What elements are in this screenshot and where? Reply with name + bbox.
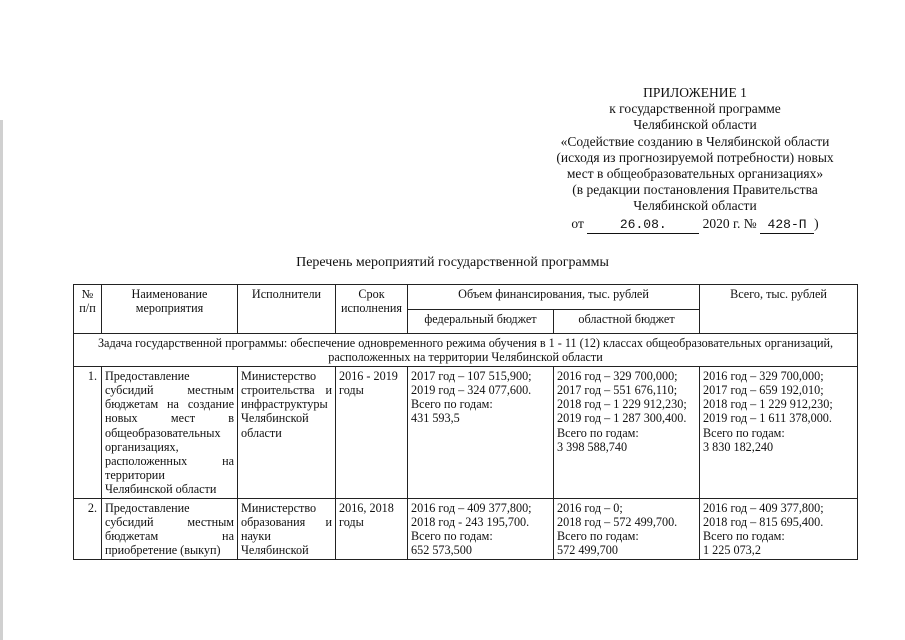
row-federal	[408, 367, 554, 499]
total-line: 2016 год – 329 700,000;	[703, 369, 824, 384]
federal-line: 2017 год – 107 515,900;	[411, 369, 532, 384]
header-funding: Объем финансирования, тыс. рублей	[408, 285, 700, 310]
appendix-line: Челябинской области	[633, 198, 757, 214]
appendix-line: (в редакции постановления Правительства	[572, 182, 818, 198]
total-line: 2016 год – 409 377,800;	[703, 501, 824, 516]
federal-line: Всего по годам:	[411, 529, 493, 544]
row-executors: Министерство образования и науки Челябинской	[238, 499, 336, 560]
regional-line: 2019 год – 1 287 300,400.	[557, 411, 687, 426]
row-num: 1.	[74, 367, 102, 499]
header-executors: Исполнители	[238, 285, 336, 334]
row-executors: Министерство строительства и инфраструктуры Челябинской области	[238, 367, 336, 499]
row-name: Предоставление субсидий местным бюджетам на приобретение (выкуп)	[102, 499, 238, 560]
task-description: Задача государственной программы: обеспечение одновременного режима обучения в 1 - 11 (12) классах общеобразовательных организаций, расположенных на территории Челябинской области	[74, 334, 858, 367]
scan-edge-shadow	[0, 120, 3, 640]
appendix-line: Челябинской области	[633, 117, 757, 133]
appendix-line: (исходя из прогнозируемой потребности) новых	[556, 149, 834, 165]
regional-line: 2017 год – 551 676,110;	[557, 383, 678, 398]
header-federal: федеральный бюджет	[408, 309, 554, 334]
total-line: 2019 год – 1 611 378,000.	[703, 411, 832, 426]
federal-line: Всего по годам:	[411, 397, 493, 412]
close-paren: )	[814, 215, 819, 231]
row-regional	[554, 367, 700, 499]
total-line: Всего по годам:	[703, 425, 785, 440]
row-num: 2.	[74, 499, 102, 560]
regional-line: 2018 год – 572 499,700.	[557, 515, 678, 530]
header-total: Всего, тыс. рублей	[700, 285, 858, 334]
header-num: № п/п	[74, 285, 102, 334]
federal-line: 2016 год – 409 377,800;	[411, 501, 532, 516]
regional-line: 2018 год – 1 229 912,230;	[557, 397, 687, 412]
appendix-title: ПРИЛОЖЕНИЕ 1	[643, 85, 747, 100]
appendix-line: «Содействие созданию в Челябинской области	[560, 133, 830, 149]
appendix-line: к государственной программе	[609, 101, 781, 117]
regional-line: 2016 год – 0;	[557, 501, 623, 516]
row-total	[700, 367, 858, 499]
federal-line: 652 573,500	[411, 543, 472, 558]
header-name: Наименование мероприятия	[102, 285, 238, 334]
resolution-date: 26.08.	[587, 217, 699, 234]
total-line: 3 830 182,240	[703, 439, 774, 454]
appendix-header	[520, 85, 870, 234]
header-row	[74, 285, 858, 310]
task-row	[74, 334, 858, 367]
appendix-line: мест в общеобразовательных организациях»	[566, 166, 824, 182]
row-term: 2016, 2018 годы	[336, 499, 408, 560]
total-line: 2018 год – 815 695,400.	[703, 515, 824, 530]
resolution-number: 428-П	[760, 217, 814, 234]
total-line: 1 225 073,2	[703, 543, 761, 558]
header-term: Срок исполнения	[336, 285, 408, 334]
row-total	[700, 499, 858, 560]
row-regional	[554, 499, 700, 560]
row-name: Предоставление субсидий местным бюджетам на создание новых мест в общеобразовательных организациях, расположенных на территории Челябинской области	[102, 367, 238, 499]
list-title: Перечень мероприятий государственной программы	[296, 255, 609, 270]
federal-line: 2019 год – 324 077,600.	[411, 383, 532, 398]
federal-line: 431 593,5	[411, 411, 460, 426]
table-row	[74, 367, 858, 499]
total-line: Всего по годам:	[703, 529, 785, 544]
header-regional: областной бюджет	[554, 309, 700, 334]
year-suffix: 2020 г. №	[702, 215, 757, 231]
total-line: 2018 год – 1 229 912,230;	[703, 397, 833, 412]
regional-line: 2016 год – 329 700,000;	[557, 369, 678, 384]
federal-line: 2018 год - 243 195,700.	[411, 515, 530, 530]
row-term: 2016 - 2019 годы	[336, 367, 408, 499]
date-prefix: от	[571, 215, 584, 231]
regional-line: Всего по годам:	[557, 425, 639, 440]
total-line: 2017 год – 659 192,010;	[703, 383, 824, 398]
regional-line: Всего по годам:	[557, 529, 639, 544]
row-federal	[408, 499, 554, 560]
table-row	[74, 499, 858, 560]
regional-line: 572 499,700	[557, 543, 618, 558]
resolution-date-line	[520, 216, 870, 234]
regional-line: 3 398 588,740	[557, 439, 628, 454]
measures-table	[73, 284, 858, 560]
